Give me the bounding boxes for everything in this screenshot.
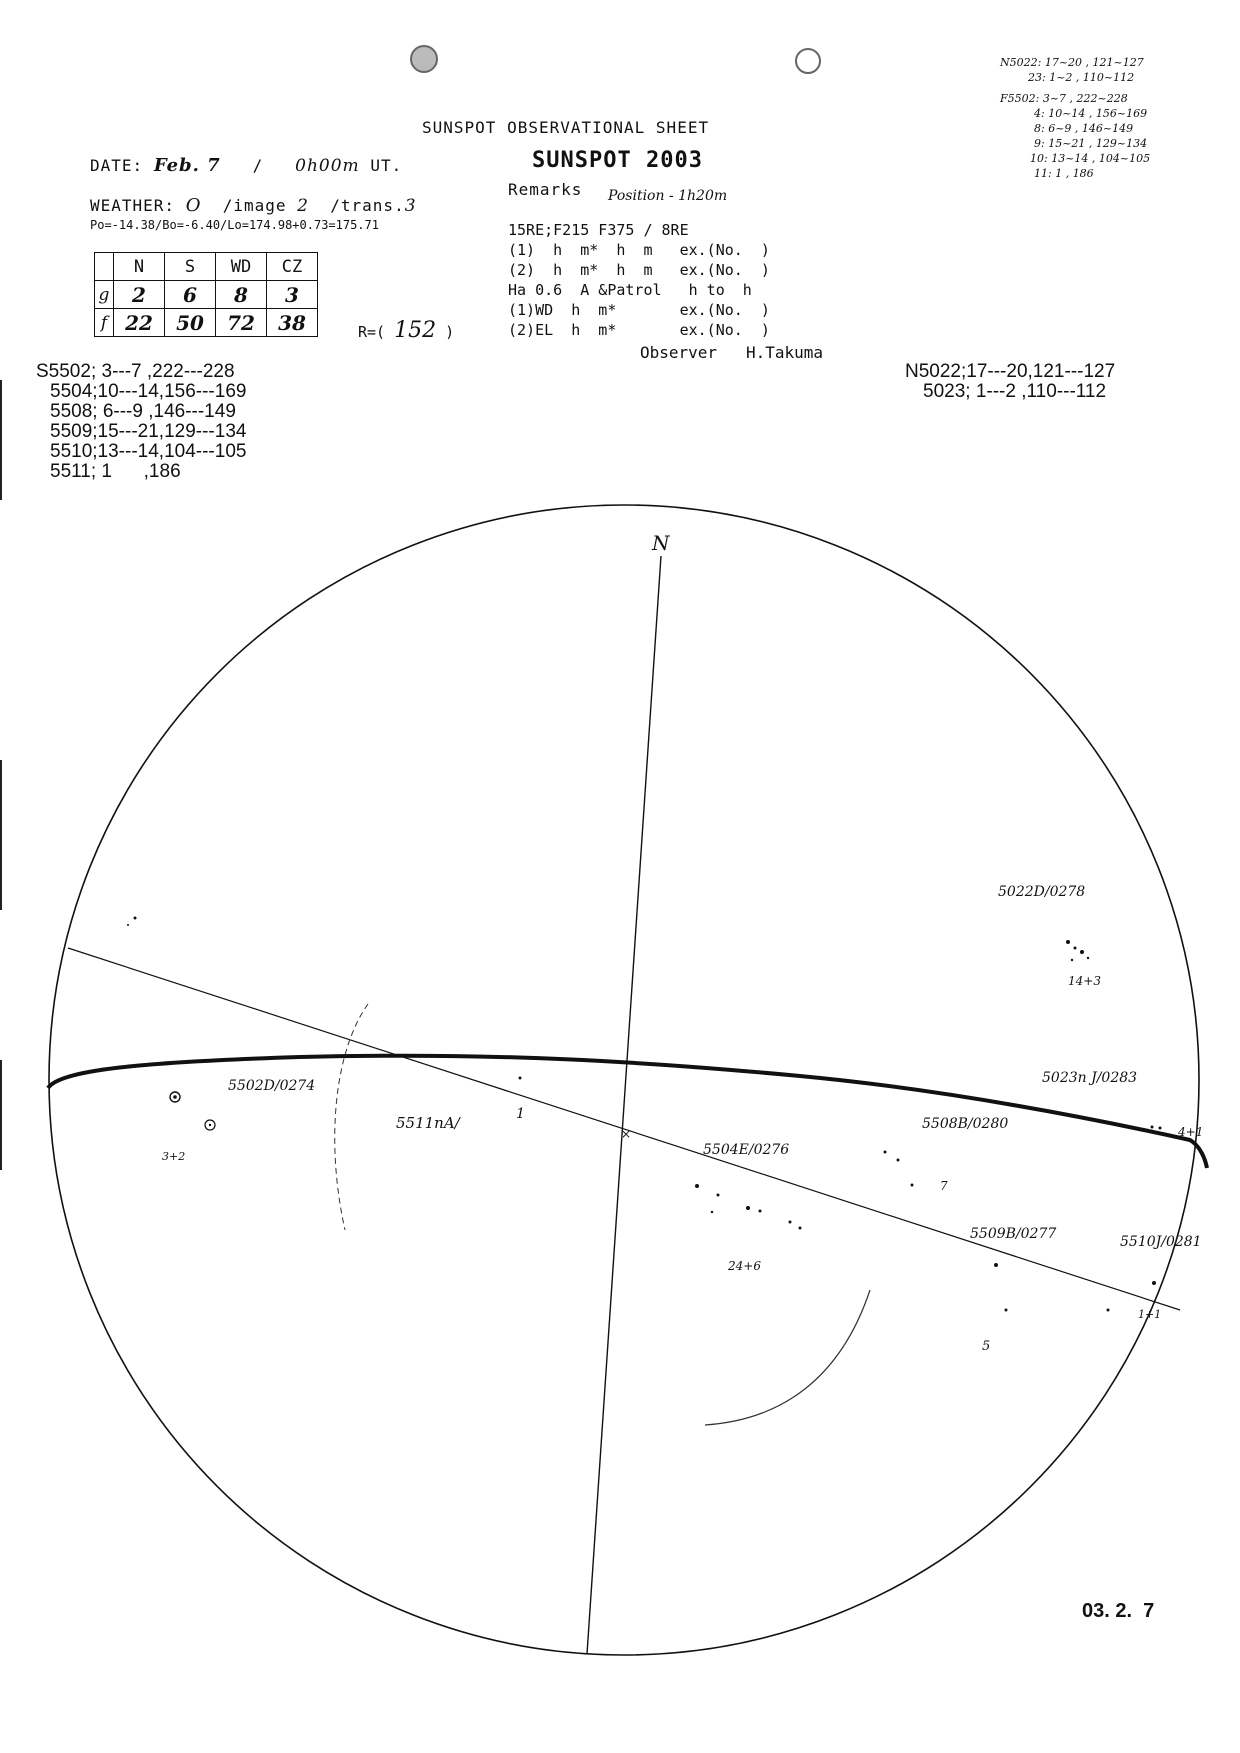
trans-label: /trans. (330, 196, 405, 215)
time-separator: / (252, 156, 264, 175)
table-header-cell: N (114, 253, 165, 281)
weather-value: O (185, 195, 202, 216)
spot-5502-a-core (173, 1095, 177, 1099)
table-cell: 50 (165, 309, 216, 337)
time-unit: UT. (370, 156, 403, 175)
remarks-line: (2) h m* h m ex.(No. ) (508, 261, 770, 279)
ephemeris-line: Po=-14.38/Bo=-6.40/Lo=174.98+0.73=175.71 (90, 218, 379, 232)
spot-5504-3 (746, 1206, 750, 1210)
date-stamp: 03. 2. 7 (1082, 1600, 1155, 1622)
sunspot-marks (127, 917, 1162, 1312)
table-cell: 3 (267, 281, 318, 309)
spot-5510-1 (1152, 1281, 1156, 1285)
time-value: 0h00m (295, 156, 360, 176)
sheet-subtitle: SUNSPOT 2003 (532, 148, 703, 173)
remarks-label: Remarks (508, 180, 583, 199)
group-5510-label: 5510J/0281 (1120, 1234, 1202, 1250)
north-group-item: 5023; 1---2 ,110---112 (923, 381, 1107, 402)
group-5502-label: 5502D/0274 (228, 1078, 316, 1094)
spot-5508-3 (911, 1184, 914, 1187)
spot-5023-1 (1151, 1126, 1154, 1129)
r-label: R=( (358, 323, 386, 341)
table-cell: 38 (267, 309, 318, 337)
corner-note: 10: 13~14 , 104~105 (1030, 152, 1151, 165)
disk-center-mark: × (621, 1127, 632, 1141)
corner-note: N5022: 17~20 , 121~127 (1000, 56, 1144, 69)
central-meridian-line (587, 556, 661, 1654)
group-5023-count: 4+1 (1178, 1125, 1204, 1139)
table-header-cell: CZ (267, 253, 318, 281)
date-label: DATE: (90, 156, 144, 175)
spot-5508-1 (884, 1151, 887, 1154)
observer-name: H.Takuma (745, 343, 824, 362)
corner-note: 4: 10~14 , 156~169 (1034, 107, 1148, 120)
observer-label: Observer (640, 343, 718, 362)
spot-5504-6 (799, 1227, 802, 1230)
group-5508-label: 5508B/0280 (922, 1116, 1009, 1132)
remarks-line: (1) h m* h m ex.(No. ) (508, 241, 770, 259)
spot-5511-1 (519, 1077, 522, 1080)
date-value: Feb. 7 (153, 155, 221, 176)
corner-note: F5502: 3~7 , 222~228 (1000, 92, 1128, 105)
spot-5509-2 (1005, 1309, 1008, 1312)
south-group-item: 5510;13---14,104---105 (50, 441, 247, 462)
table-row-label: g (95, 281, 114, 309)
table-header-cell: S (165, 253, 216, 281)
latitude-arc-bottom (705, 1290, 870, 1425)
solar-disk-outline (49, 505, 1199, 1655)
spot-5023-2 (1159, 1127, 1162, 1130)
south-group-item: 5508; 6---9 ,146---149 (50, 401, 236, 422)
group-5508-count: 7 (940, 1179, 948, 1193)
north-group-item: N5022;17---20,121---127 (905, 361, 1116, 382)
table-row-label: f (95, 309, 114, 337)
group-5022-count: 14+3 (1068, 974, 1101, 988)
group-5509-label: 5509B/0277 (970, 1226, 1057, 1242)
spot-5022-2 (1074, 947, 1077, 950)
table-cell: 6 (165, 281, 216, 309)
group-5022-label: 5022D/0278 (998, 884, 1086, 900)
image-value: 2 (297, 196, 309, 216)
spot-5504-4 (759, 1210, 762, 1213)
spot-misc-2 (127, 924, 129, 926)
group-5023-label: 5023n J/0283 (1042, 1070, 1138, 1086)
sheet-title: SUNSPOT OBSERVATIONAL SHEET (422, 118, 710, 137)
remarks-line: 15RE;F215 F375 / 8RE (508, 221, 689, 239)
remarks-line: (2)EL h m* ex.(No. ) (508, 321, 770, 339)
spot-5510-2 (1107, 1309, 1110, 1312)
r-value: 152 (394, 318, 437, 343)
spot-5509-1 (994, 1263, 998, 1267)
remarks-line: Ha 0.6 A &Patrol h to h (508, 281, 752, 299)
table-cell: 8 (216, 281, 267, 309)
spot-5502-b-core (209, 1124, 211, 1126)
spot-5022-1 (1066, 940, 1070, 944)
group-5504-count: 24+6 (728, 1259, 761, 1273)
south-group-item: 5509;15---21,129---134 (50, 421, 247, 442)
spot-5504-2 (717, 1194, 720, 1197)
group-5509-count: 5 (982, 1339, 991, 1354)
group-5511-count: 1 (516, 1106, 525, 1122)
north-label: N (652, 531, 670, 555)
corner-note: 8: 6~9 , 146~149 (1034, 122, 1134, 135)
image-label: /image (222, 196, 287, 215)
table-cell: 22 (114, 309, 165, 337)
trans-value: 3 (404, 196, 417, 216)
spot-5022-3 (1080, 950, 1084, 954)
group-5511-label: 5511nA/ (396, 1114, 460, 1132)
table-cell: 2 (114, 281, 165, 309)
group-5504-label: 5504E/0276 (703, 1142, 790, 1158)
corner-note: 11: 1 , 186 (1034, 167, 1094, 180)
group-5502-count: 3+2 (162, 1150, 186, 1163)
table-cell: 72 (216, 309, 267, 337)
group-5510-count: 1+1 (1138, 1308, 1162, 1321)
spot-5504-5 (789, 1221, 792, 1224)
spot-5508-2 (897, 1159, 900, 1162)
spot-5022-5 (1071, 959, 1073, 961)
spot-5504-7 (711, 1211, 713, 1213)
remarks-handwritten: Position - 1h20m (608, 188, 728, 204)
corner-note: 9: 15~21 , 129~134 (1034, 137, 1148, 150)
weather-label: WEATHER: (90, 196, 176, 215)
latitude-arc-left (335, 1004, 368, 1230)
south-group-item: 5511; 1 ,186 (50, 461, 181, 482)
spot-5504-1 (695, 1184, 699, 1188)
spot-misc-1 (134, 917, 137, 920)
remarks-line: (1)WD h m* ex.(No. ) (508, 301, 770, 319)
r-close: ) (445, 323, 455, 341)
spot-5022-4 (1087, 957, 1089, 959)
table-header-cell: WD (216, 253, 267, 281)
corner-note: 23: 1~2 , 110~112 (1028, 71, 1135, 84)
south-group-item: S5502; 3---7 ,222---228 (36, 361, 235, 382)
solar-equator-curve (48, 1056, 1207, 1168)
south-group-item: 5504;10---14,156---169 (50, 381, 247, 402)
